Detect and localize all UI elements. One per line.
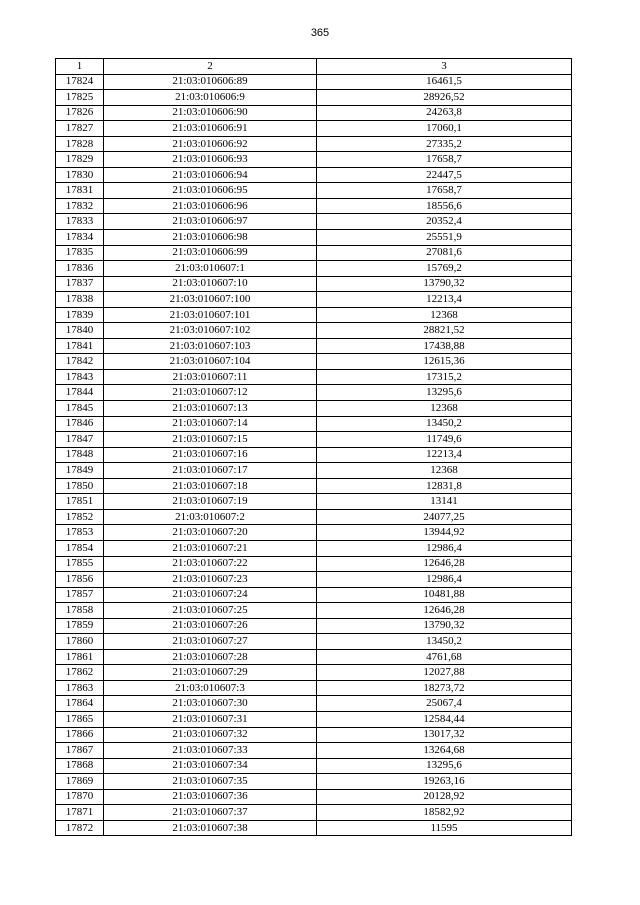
column-header-1: 1 — [56, 59, 104, 75]
table-row — [56, 556, 572, 572]
value-cell: 13450,2 — [317, 634, 572, 650]
table-row — [56, 789, 572, 805]
value-cell: 12986,4 — [317, 540, 572, 556]
row-number-cell: 17825 — [56, 90, 104, 106]
row-number-cell: 17863 — [56, 680, 104, 696]
value-cell: 25551,9 — [317, 230, 572, 246]
table-header — [56, 59, 572, 75]
table-row — [56, 90, 572, 106]
row-number-cell: 17860 — [56, 634, 104, 650]
table-row — [56, 183, 572, 199]
table-body — [56, 74, 572, 836]
value-cell: 12027,88 — [317, 665, 572, 681]
value-cell: 28926,52 — [317, 90, 572, 106]
table-row — [56, 509, 572, 525]
value-cell: 17658,7 — [317, 152, 572, 168]
cadastral-number-cell: 21:03:010607:12 — [104, 385, 317, 401]
value-cell: 12831,8 — [317, 478, 572, 494]
cadastral-number-cell: 21:03:010607:15 — [104, 432, 317, 448]
value-cell: 27081,6 — [317, 245, 572, 261]
value-cell: 11595 — [317, 820, 572, 836]
value-cell: 11749,6 — [317, 432, 572, 448]
table-row — [56, 369, 572, 385]
value-cell: 12615,36 — [317, 354, 572, 370]
table-row — [56, 214, 572, 230]
cadastral-number-cell: 21:03:010607:100 — [104, 292, 317, 308]
value-cell: 12986,4 — [317, 572, 572, 588]
table-row — [56, 432, 572, 448]
value-cell: 13944,92 — [317, 525, 572, 541]
cadastral-number-cell: 21:03:010607:26 — [104, 618, 317, 634]
cadastral-number-cell: 21:03:010606:99 — [104, 245, 317, 261]
cadastral-number-cell: 21:03:010607:38 — [104, 820, 317, 836]
value-cell: 18273,72 — [317, 680, 572, 696]
value-cell: 20128,92 — [317, 789, 572, 805]
table-row — [56, 758, 572, 774]
table-row — [56, 665, 572, 681]
cadastral-number-cell: 21:03:010607:34 — [104, 758, 317, 774]
table-row — [56, 494, 572, 510]
value-cell: 19263,16 — [317, 774, 572, 790]
cadastral-number-cell: 21:03:010607:102 — [104, 323, 317, 339]
table-row — [56, 416, 572, 432]
value-cell: 13790,32 — [317, 618, 572, 634]
table-row — [56, 463, 572, 479]
cadastral-number-cell: 21:03:010607:32 — [104, 727, 317, 743]
cadastral-number-cell: 21:03:010607:14 — [104, 416, 317, 432]
row-number-cell: 17842 — [56, 354, 104, 370]
table-row — [56, 292, 572, 308]
row-number-cell: 17846 — [56, 416, 104, 432]
row-number-cell: 17835 — [56, 245, 104, 261]
table-row — [56, 338, 572, 354]
table-row — [56, 525, 572, 541]
row-number-cell: 17859 — [56, 618, 104, 634]
table-row — [56, 167, 572, 183]
value-cell: 13295,6 — [317, 385, 572, 401]
table-row — [56, 696, 572, 712]
value-cell: 12646,28 — [317, 556, 572, 572]
table-row — [56, 401, 572, 417]
table-row — [56, 152, 572, 168]
value-cell: 16461,5 — [317, 74, 572, 90]
value-cell: 12368 — [317, 463, 572, 479]
row-number-cell: 17867 — [56, 743, 104, 759]
value-cell: 10481,88 — [317, 587, 572, 603]
cadastral-number-cell: 21:03:010607:1 — [104, 261, 317, 277]
page-number: 365 — [310, 27, 330, 39]
table-row — [56, 649, 572, 665]
table-row — [56, 711, 572, 727]
data-table — [55, 58, 572, 836]
value-cell: 24263,8 — [317, 105, 572, 121]
cadastral-number-cell: 21:03:010606:94 — [104, 167, 317, 183]
value-cell: 12584,44 — [317, 711, 572, 727]
value-cell: 18556,6 — [317, 198, 572, 214]
cadastral-number-cell: 21:03:010606:96 — [104, 198, 317, 214]
cadastral-number-cell: 21:03:010607:37 — [104, 805, 317, 821]
row-number-cell: 17831 — [56, 183, 104, 199]
cadastral-number-cell: 21:03:010607:21 — [104, 540, 317, 556]
value-cell: 12213,4 — [317, 292, 572, 308]
row-number-cell: 17856 — [56, 572, 104, 588]
row-number-cell: 17834 — [56, 230, 104, 246]
row-number-cell: 17858 — [56, 603, 104, 619]
cadastral-number-cell: 21:03:010607:28 — [104, 649, 317, 665]
value-cell: 15769,2 — [317, 261, 572, 277]
cadastral-number-cell: 21:03:010607:103 — [104, 338, 317, 354]
cadastral-number-cell: 21:03:010606:98 — [104, 230, 317, 246]
cadastral-number-cell: 21:03:010607:24 — [104, 587, 317, 603]
row-number-cell: 17852 — [56, 509, 104, 525]
cadastral-number-cell: 21:03:010606:9 — [104, 90, 317, 106]
cadastral-number-cell: 21:03:010607:30 — [104, 696, 317, 712]
value-cell: 13017,32 — [317, 727, 572, 743]
table-row — [56, 820, 572, 836]
row-number-cell: 17841 — [56, 338, 104, 354]
header-row — [56, 59, 572, 75]
value-cell: 4761,68 — [317, 649, 572, 665]
table-row — [56, 618, 572, 634]
row-number-cell: 17829 — [56, 152, 104, 168]
cadastral-number-cell: 21:03:010607:33 — [104, 743, 317, 759]
row-number-cell: 17837 — [56, 276, 104, 292]
table-row — [56, 603, 572, 619]
table-row — [56, 727, 572, 743]
value-cell: 17315,2 — [317, 369, 572, 385]
table-row — [56, 572, 572, 588]
column-header-2: 2 — [104, 59, 317, 75]
cadastral-number-cell: 21:03:010607:18 — [104, 478, 317, 494]
cadastral-number-cell: 21:03:010607:13 — [104, 401, 317, 417]
cadastral-number-cell: 21:03:010606:93 — [104, 152, 317, 168]
value-cell: 12368 — [317, 401, 572, 417]
table-row — [56, 245, 572, 261]
table-row — [56, 354, 572, 370]
cadastral-number-cell: 21:03:010607:10 — [104, 276, 317, 292]
cadastral-number-cell: 21:03:010606:97 — [104, 214, 317, 230]
row-number-cell: 17865 — [56, 711, 104, 727]
row-number-cell: 17848 — [56, 447, 104, 463]
cadastral-number-cell: 21:03:010607:104 — [104, 354, 317, 370]
table-row — [56, 680, 572, 696]
cadastral-number-cell: 21:03:010607:17 — [104, 463, 317, 479]
table-row — [56, 198, 572, 214]
row-number-cell: 17869 — [56, 774, 104, 790]
row-number-cell: 17866 — [56, 727, 104, 743]
cadastral-number-cell: 21:03:010607:25 — [104, 603, 317, 619]
value-cell: 25067,4 — [317, 696, 572, 712]
row-number-cell: 17847 — [56, 432, 104, 448]
cadastral-number-cell: 21:03:010607:35 — [104, 774, 317, 790]
table-row — [56, 447, 572, 463]
cadastral-number-cell: 21:03:010607:101 — [104, 307, 317, 323]
table-row — [56, 74, 572, 90]
row-number-cell: 17828 — [56, 136, 104, 152]
table-row — [56, 634, 572, 650]
value-cell: 12213,4 — [317, 447, 572, 463]
table-row — [56, 587, 572, 603]
table-row — [56, 261, 572, 277]
table-row — [56, 105, 572, 121]
row-number-cell: 17868 — [56, 758, 104, 774]
row-number-cell: 17824 — [56, 74, 104, 90]
cadastral-number-cell: 21:03:010606:95 — [104, 183, 317, 199]
row-number-cell: 17844 — [56, 385, 104, 401]
row-number-cell: 17827 — [56, 121, 104, 137]
row-number-cell: 17833 — [56, 214, 104, 230]
table-row — [56, 774, 572, 790]
cadastral-number-cell: 21:03:010606:90 — [104, 105, 317, 121]
row-number-cell: 17849 — [56, 463, 104, 479]
cadastral-number-cell: 21:03:010607:36 — [104, 789, 317, 805]
row-number-cell: 17836 — [56, 261, 104, 277]
value-cell: 18582,92 — [317, 805, 572, 821]
table-row — [56, 307, 572, 323]
row-number-cell: 17853 — [56, 525, 104, 541]
cadastral-number-cell: 21:03:010607:16 — [104, 447, 317, 463]
value-cell: 12368 — [317, 307, 572, 323]
row-number-cell: 17850 — [56, 478, 104, 494]
cadastral-number-cell: 21:03:010607:19 — [104, 494, 317, 510]
value-cell: 13295,6 — [317, 758, 572, 774]
cadastral-number-cell: 21:03:010607:3 — [104, 680, 317, 696]
value-cell: 22447,5 — [317, 167, 572, 183]
value-cell: 13264,68 — [317, 743, 572, 759]
value-cell: 20352,4 — [317, 214, 572, 230]
table-row — [56, 540, 572, 556]
table-row — [56, 323, 572, 339]
table-row — [56, 230, 572, 246]
table-row — [56, 136, 572, 152]
row-number-cell: 17855 — [56, 556, 104, 572]
row-number-cell: 17845 — [56, 401, 104, 417]
column-header-3: 3 — [317, 59, 572, 75]
cadastral-number-cell: 21:03:010607:22 — [104, 556, 317, 572]
table-row — [56, 121, 572, 137]
cadastral-number-cell: 21:03:010607:27 — [104, 634, 317, 650]
value-cell: 13141 — [317, 494, 572, 510]
table-row — [56, 805, 572, 821]
row-number-cell: 17843 — [56, 369, 104, 385]
table-row — [56, 276, 572, 292]
value-cell: 17060,1 — [317, 121, 572, 137]
cadastral-number-cell: 21:03:010607:23 — [104, 572, 317, 588]
table-row — [56, 385, 572, 401]
cadastral-number-cell: 21:03:010607:20 — [104, 525, 317, 541]
cadastral-number-cell: 21:03:010606:91 — [104, 121, 317, 137]
row-number-cell: 17870 — [56, 789, 104, 805]
row-number-cell: 17851 — [56, 494, 104, 510]
cadastral-number-cell: 21:03:010606:89 — [104, 74, 317, 90]
value-cell: 12646,28 — [317, 603, 572, 619]
table-row — [56, 743, 572, 759]
value-cell: 13790,32 — [317, 276, 572, 292]
row-number-cell: 17830 — [56, 167, 104, 183]
cadastral-number-cell: 21:03:010607:29 — [104, 665, 317, 681]
row-number-cell: 17864 — [56, 696, 104, 712]
row-number-cell: 17872 — [56, 820, 104, 836]
row-number-cell: 17839 — [56, 307, 104, 323]
value-cell: 17658,7 — [317, 183, 572, 199]
row-number-cell: 17861 — [56, 649, 104, 665]
row-number-cell: 17840 — [56, 323, 104, 339]
value-cell: 13450,2 — [317, 416, 572, 432]
cadastral-number-cell: 21:03:010607:31 — [104, 711, 317, 727]
row-number-cell: 17854 — [56, 540, 104, 556]
row-number-cell: 17857 — [56, 587, 104, 603]
row-number-cell: 17862 — [56, 665, 104, 681]
value-cell: 17438,88 — [317, 338, 572, 354]
value-cell: 24077,25 — [317, 509, 572, 525]
cadastral-number-cell: 21:03:010607:2 — [104, 509, 317, 525]
value-cell: 28821,52 — [317, 323, 572, 339]
table-row — [56, 478, 572, 494]
value-cell: 27335,2 — [317, 136, 572, 152]
cadastral-number-cell: 21:03:010607:11 — [104, 369, 317, 385]
row-number-cell: 17826 — [56, 105, 104, 121]
row-number-cell: 17871 — [56, 805, 104, 821]
cadastral-number-cell: 21:03:010606:92 — [104, 136, 317, 152]
row-number-cell: 17838 — [56, 292, 104, 308]
row-number-cell: 17832 — [56, 198, 104, 214]
